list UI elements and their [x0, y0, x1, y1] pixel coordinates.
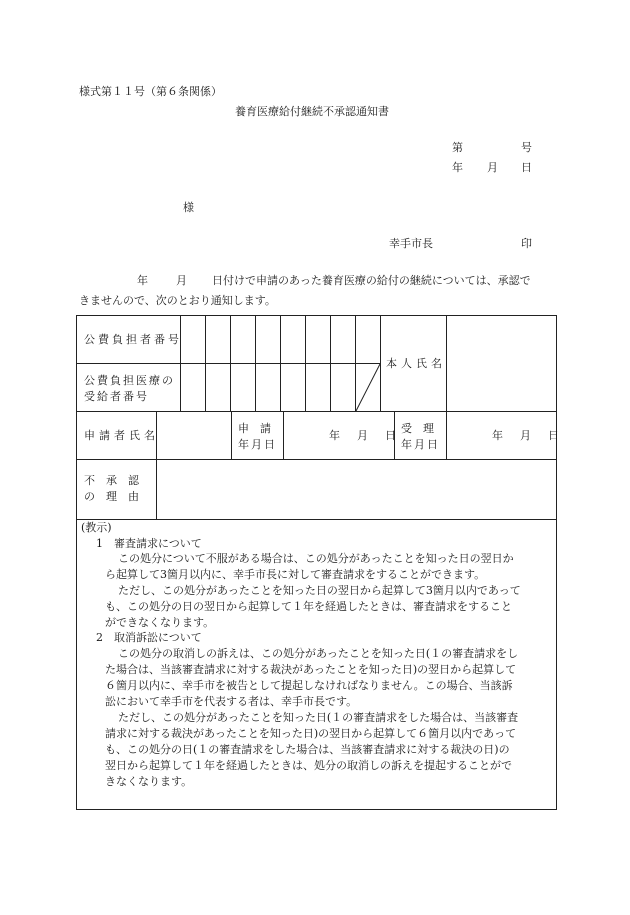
intro-text-line2: きませんので、次のとおり通知します。: [79, 294, 276, 307]
s2-p2-line4: 翌日から起算して１年を経過したときは、処分の取消しの訴えを提起することがで: [105, 759, 512, 772]
name-label: 本人氏名: [386, 357, 446, 370]
s2-p2-line3: も、この処分の日(１の審査請求をした場合は、当該審査請求に対する裁決の日)の: [105, 743, 510, 756]
notice-heading: (教示): [81, 521, 112, 534]
number-go: 号: [521, 141, 532, 154]
receipt-date-label-2: 年月日: [401, 438, 440, 451]
s1-p1-line2: ら起算して3箇月以内に、幸手市長に対して審査請求をすることができます。: [105, 568, 486, 581]
s2-p2-line2: 請求に対する裁決があったことを知った日)の翌日から起算して６箇月以内であって: [105, 727, 517, 740]
addressee-sama: 様: [183, 201, 194, 214]
intro-year: 年: [137, 274, 148, 287]
form-number: 様式第１１号（第６条関係）: [79, 85, 222, 98]
recipient-number-label-1: 公費負担医療の: [84, 374, 175, 387]
s1-p2-line2: も、この処分の日の翌日から起算して１年を経過したときは、審査請求をすること: [105, 600, 512, 613]
date-day: 日: [521, 161, 532, 174]
document-title: 養育医療給付継続不承認通知書: [235, 105, 389, 118]
reason-label-1: 不 承 認: [84, 474, 139, 487]
s2-p2-line1: ただし、この処分があったことを知った日(１の審査請求をした場合は、当該審査: [118, 711, 519, 724]
section-1-title: 1 審査請求について: [96, 537, 202, 550]
date-month: 月: [487, 161, 498, 174]
s2-p2-line5: きなくなります。: [105, 775, 193, 788]
reason-label-2: の 理 由: [84, 490, 139, 503]
payer-number-label: 公費負担者番号: [84, 333, 182, 346]
recipient-number-label-2: 受給者番号: [84, 390, 149, 403]
section-2-title: 2 取消訴訟について: [96, 631, 202, 644]
receipt-date-label-1: 受 理: [401, 422, 434, 435]
number-dai: 第: [452, 141, 463, 154]
s1-p1-line1: この処分について不服がある場合は、この処分があったことを知った日の翌日か: [118, 552, 514, 565]
intro-text: 日付けで申請のあった養育医療の給付の継続については、承認で: [212, 274, 531, 287]
applicant-name-label: 申請者氏名: [84, 429, 159, 442]
s2-p1-line4: 訟において幸手市を代表する者は、幸手市長です。: [105, 695, 358, 708]
s1-p2-line1: ただし、この処分があったことを知った日の翌日から起算して3箇月以内であって: [118, 584, 521, 597]
diagonal-slash: [355, 363, 381, 412]
s2-p1-line1: この処分の取消しの訴えは、この処分があったことを知った日(１の審査請求をし: [118, 647, 519, 660]
apply-date-label-1: 申 請: [238, 422, 271, 435]
date-year: 年: [452, 161, 463, 174]
s2-p1-line3: ６箇月以内に、幸手市を被告として提起しなければなりません。この場合、当該訴: [105, 679, 513, 692]
receipt-date-value: 年 月 日: [492, 429, 562, 442]
s1-p2-line3: ができなくなります。: [105, 616, 215, 629]
seal-mark: 印: [521, 237, 532, 250]
intro-month: 月: [176, 274, 187, 287]
apply-date-label-2: 年月日: [238, 438, 277, 451]
s2-p1-line2: た場合は、当該審査請求に対する裁決があったことを知った日)の翌日から起算して: [105, 663, 517, 676]
issuer-name: 幸手市長: [389, 237, 433, 250]
apply-date-value: 年 月 日: [329, 429, 399, 442]
